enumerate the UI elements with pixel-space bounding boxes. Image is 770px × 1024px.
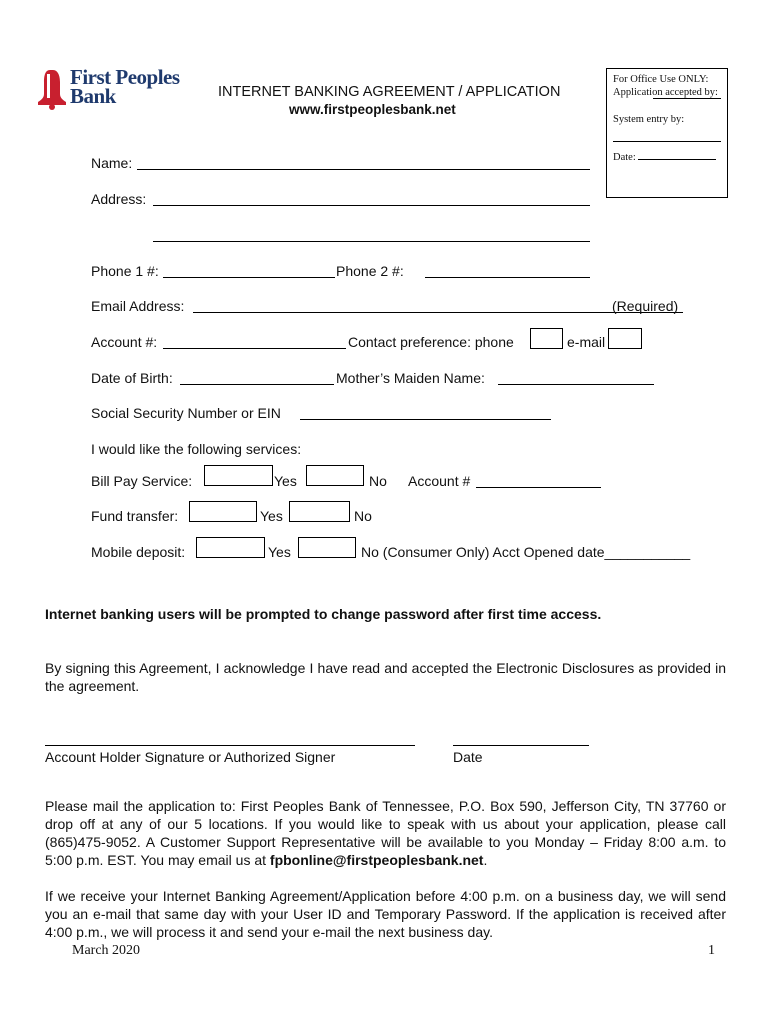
dob-label: Date of Birth: [91, 370, 173, 386]
name-field[interactable] [137, 169, 590, 170]
ssn-field[interactable] [300, 419, 551, 420]
office-date-line[interactable] [638, 150, 716, 160]
bill-pay-label: Bill Pay Service: [91, 473, 193, 489]
website-url: www.firstpeoplesbank.net [289, 102, 456, 117]
services-intro: I would like the following services: [91, 441, 302, 457]
signature-date-field[interactable] [453, 745, 589, 746]
address-label: Address: [91, 191, 147, 207]
maiden-name-label: Mother’s Maiden Name: [336, 370, 485, 386]
account-label: Account #: [91, 334, 158, 350]
logo-line-1: First Peoples [70, 65, 180, 89]
mail-instructions-end: . [483, 852, 488, 868]
bank-logo [36, 65, 186, 110]
contact-email-checkbox[interactable] [608, 328, 642, 349]
logo-line-2: Bank [70, 84, 116, 108]
mail-instructions [45, 797, 726, 869]
mobile-deposit-label: Mobile deposit: [91, 544, 186, 560]
bill-pay-no-box[interactable] [306, 465, 364, 486]
fund-transfer-no-box[interactable] [289, 501, 350, 522]
office-use-box [606, 68, 728, 198]
office-accepted-label: Application accepted by: [613, 87, 718, 98]
bill-pay-account-label: Account # [408, 473, 471, 489]
mail-instructions-text: Please mail the application to: First Peoples Bank of Tennessee, P.O. Box 590, Jefferson City, TN 37760 or drop off at any of our 5 locations. If you would like to speak with us about your application, please call (865)475-9052. A Customer Support Representative will be available to you Monday – Friday 8:00 a.m. to 5:00 p.m. EST. You may email us at [45, 798, 726, 868]
password-notice: Internet banking users will be prompted to change password after first time access. [45, 606, 602, 622]
name-label: Name: [91, 155, 133, 171]
email-field[interactable] [193, 312, 683, 313]
phone1-field[interactable] [163, 277, 335, 278]
contact-preference-label: Contact preference: phone [348, 334, 514, 350]
office-heading: For Office Use ONLY: Application accepted by: [613, 73, 721, 99]
mobile-deposit-yes-box[interactable] [196, 537, 265, 558]
address-field-2[interactable] [153, 241, 590, 242]
phone2-label: Phone 2 #: [336, 263, 404, 279]
receive-info: If we receive your Internet Banking Agreement/Application before 4:00 p.m. on a business day, we will send you an e-mail that same day with your User ID and Temporary Password. If the application is received after 4:00 p.m., we will process it and send your e-mail the next business day. [45, 888, 726, 940]
fund-transfer-yes-box[interactable] [189, 501, 257, 522]
bill-pay-yes-box[interactable] [204, 465, 273, 486]
mobile-deposit-no-box[interactable] [298, 537, 356, 558]
bell-logo-icon [36, 68, 70, 110]
signature-label: Account Holder Signature or Authorized Signer [45, 749, 336, 765]
maiden-name-field[interactable] [498, 384, 654, 385]
bill-pay-yes-label: Yes [274, 473, 297, 489]
document-title: INTERNET BANKING AGREEMENT / APPLICATION [218, 84, 561, 100]
signature-field[interactable] [45, 745, 415, 746]
bank-logo-text [70, 65, 180, 108]
fund-transfer-yes-label: Yes [260, 508, 283, 524]
account-field[interactable] [163, 348, 346, 349]
email-label: Email Address: [91, 298, 185, 314]
signature-date-label: Date [453, 749, 483, 765]
phone2-field[interactable] [425, 277, 590, 278]
bill-pay-account-field[interactable] [476, 487, 601, 488]
contact-phone-checkbox[interactable] [530, 328, 563, 349]
address-field-1[interactable] [153, 205, 590, 206]
page-number: 1 [708, 943, 715, 958]
dob-field[interactable] [180, 384, 334, 385]
mobile-deposit-yes-label: Yes [268, 544, 291, 560]
office-date-label: Date: [613, 152, 636, 163]
bill-pay-no-label: No [369, 473, 387, 489]
agreement-text: By signing this Agreement, I acknowledge I have read and accepted the Electronic Disclosures as provided in the agreement. [45, 660, 726, 694]
support-email-link[interactable]: fpbonline@firstpeoplesbank.net [269, 852, 484, 868]
office-system-line[interactable] [613, 140, 721, 142]
fund-transfer-no-label: No [354, 508, 372, 524]
phone1-label: Phone 1 #: [91, 263, 159, 279]
fund-transfer-label: Fund transfer: [91, 508, 179, 524]
office-system-label: System entry by: [613, 114, 685, 125]
mobile-deposit-no-label: No (Consumer Only) Acct Opened date___________ [361, 544, 691, 560]
contact-email-label: e-mail [567, 334, 606, 350]
footer-date: March 2020 [72, 943, 141, 958]
email-required-note: (Required) [612, 298, 679, 314]
ssn-label: Social Security Number or EIN [91, 405, 281, 421]
